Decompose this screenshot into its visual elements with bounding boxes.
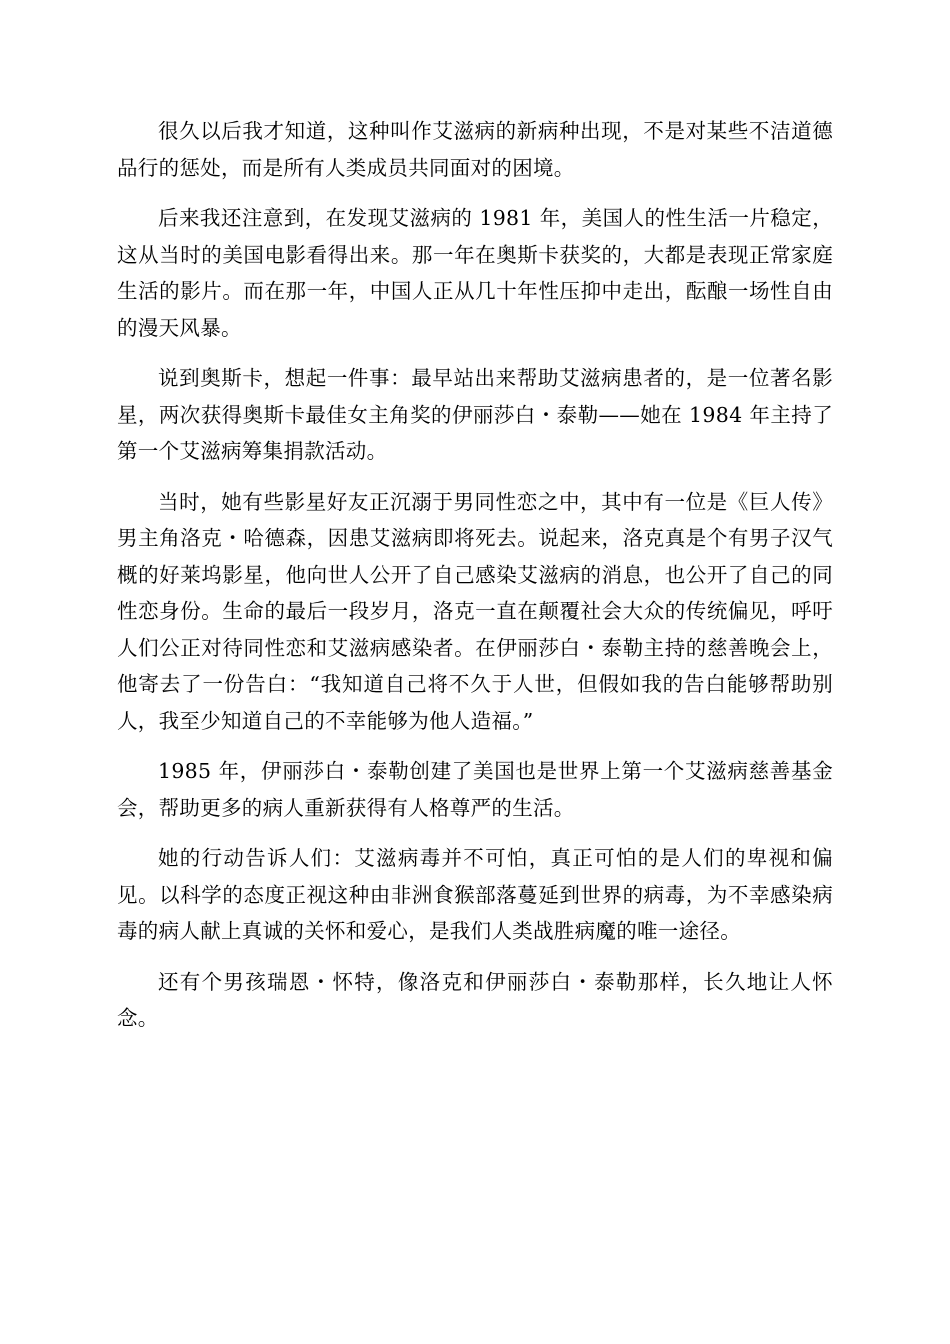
paragraph-3: 说到奥斯卡，想起一件事：最早站出来帮助艾滋病患者的，是一位著名影星，两次获得奥斯卡最佳女主角奖的伊丽莎白・泰勒——她在 1984 年主持了第一个艾滋病筹集捐款活动。 (117, 366, 833, 463)
document-body (117, 113, 833, 1051)
paragraph-4: 当时，她有些影星好友正沉溺于男同性恋之中，其中有一位是《巨人传》男主角洛克・哈德森，因患艾滋病即将死去。说起来，洛克真是个有男子汉气概的好莱坞影星，他向世人公开了自己感染艾滋病的消息，也公开了自己的同性恋身份。生命的最后一段岁月，洛克一直在颠覆社会大众的传统偏见，呼吁人们公正对待同性恋和艾滋病感染者。在伊丽莎白・泰勒主持的慈善晚会上，他寄去了一份告白：“我知道自己将不久于人世，但假如我的告白能够帮助别人，我至少知道自己的不幸能够为他人造福。” (117, 489, 833, 733)
paragraph-5: 1985 年，伊丽莎白・泰勒创建了美国也是世界上第一个艾滋病慈善基金会，帮助更多的病人重新获得有人格尊严的生活。 (117, 759, 833, 820)
paragraph-2: 后来我还注意到，在发现艾滋病的 1981 年，美国人的性生活一片稳定，这从当时的美国电影看得出来。那一年在奥斯卡获奖的，大都是表现正常家庭生活的影片。而在那一年，中国人正从几十年性压抑中走出，酝酿一场性自由的漫天风暴。 (117, 206, 833, 340)
paragraph-6: 她的行动告诉人们：艾滋病毒并不可怕，真正可怕的是人们的卑视和偏见。以科学的态度正视这种由非洲食猴部落蔓延到世界的病毒，为不幸感染病毒的病人献上真诚的关怀和爱心，是我们人类战胜病魔的唯一途径。 (117, 846, 833, 943)
paragraph-7: 还有个男孩瑞恩・怀特，像洛克和伊丽莎白・泰勒那样，长久地让人怀念。 (117, 969, 833, 1030)
paragraph-1: 很久以后我才知道，这种叫作艾滋病的新病种出现，不是对某些不洁道德品行的惩处，而是所有人类成员共同面对的困境。 (117, 119, 833, 180)
